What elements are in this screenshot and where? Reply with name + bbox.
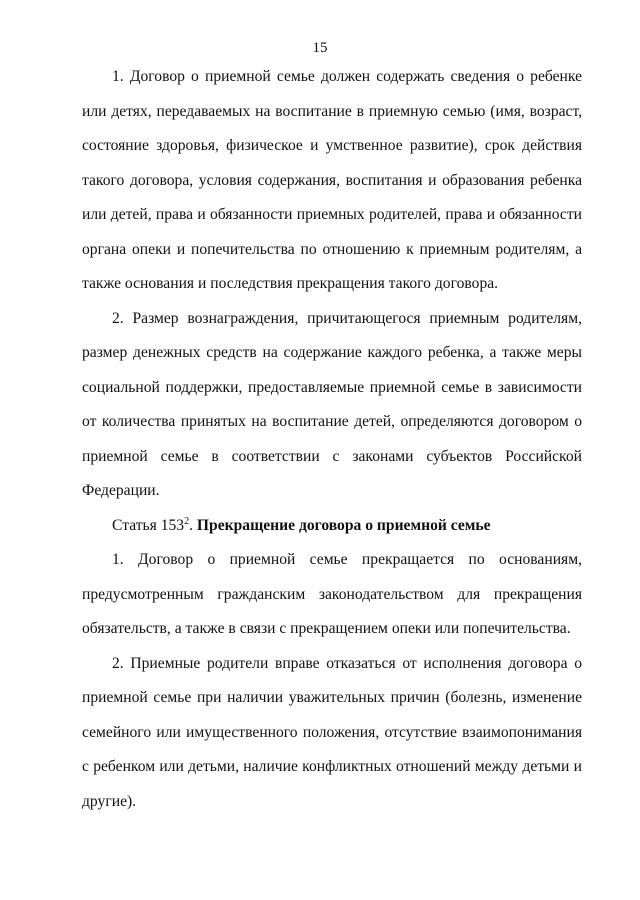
- article-superscript: 2: [184, 515, 190, 527]
- paragraph-3: 1. Договор о приемной семье прекращается по основаниям, предусмотренным гражданским законодательством для прекращения обязательств, а также в связи с прекращением опеки или попечительства.: [82, 551, 582, 637]
- document-body: [82, 60, 582, 819]
- article-separator: .: [189, 516, 197, 534]
- article-heading: [82, 509, 582, 544]
- page-number: 15: [312, 40, 328, 56]
- paragraph-1: 1. Договор о приемной семье должен содержать сведения о ребенке или детях, передаваемых на воспитание в приемную семью (имя, возраст, состояние здоровья, физическое и умственное развитие), срок действия такого договора, условия содержания, воспитания и образования ребенка или детей, права и обязанности приемных родителей, права и обязанности органа опеки и попечительства по отношению к приемным родителям, а также основания и последствия прекращения такого договора.: [82, 68, 582, 292]
- paragraph-4: 2. Приемные родители вправе отказаться от исполнения договора о приемной семье при наличии уважительных причин (болезнь, изменение семейного или имущественного положения, отсутствие взаимопонимания с ребенком или детьми, наличие конфликтных отношений между детьми и другие).: [82, 654, 582, 810]
- article-prefix: Статья 153: [112, 516, 185, 534]
- article-title: Прекращение договора о приемной семье: [196, 516, 491, 534]
- paragraph-2: 2. Размер вознаграждения, причитающегося приемным родителям, размер денежных средств на содержание каждого ребенка, а также меры социальной поддержки, предоставляемые приемной семье в зависимости от количества принятых на воспитание детей, определяются договором о приемной семье в соответствии с законами субъектов Российской Федерации.: [82, 309, 582, 499]
